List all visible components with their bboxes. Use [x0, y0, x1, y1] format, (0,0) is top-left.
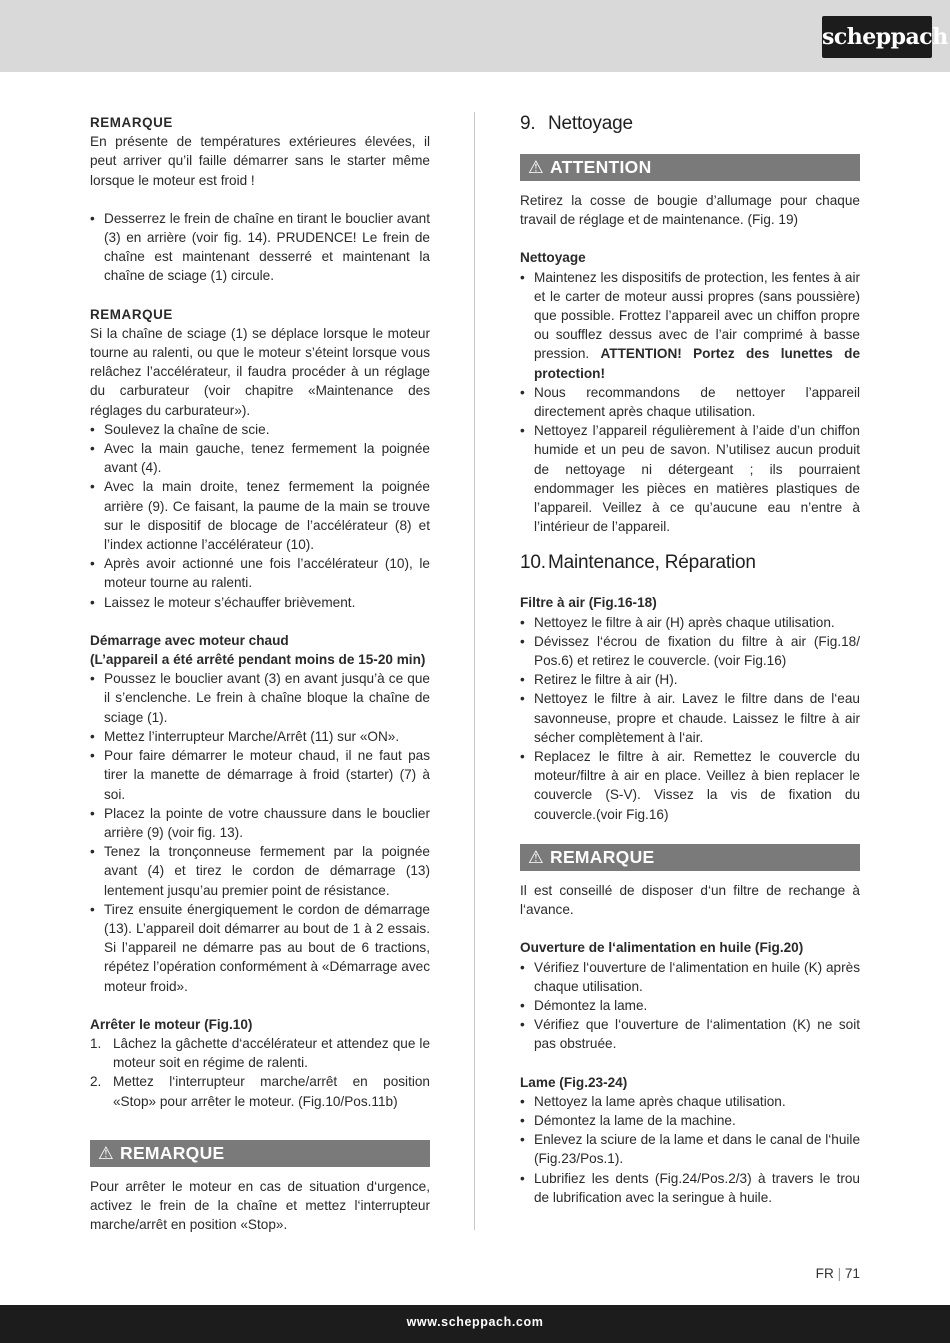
warning-icon: ⚠ — [528, 846, 544, 867]
cleaning-list — [520, 268, 860, 537]
list-item: • Desserrez le frein de chaîne en tirant le bouclier avant (3) en arrière (voir fig. 14). PRUDENCE! Le frein de chaîne est maintenant desserré et maintenant la chaîne de sciage (1) circule. — [90, 209, 430, 286]
list-item: • Tenez la tronçonneuse fermement par la poignée avant (4) et tirez le cordon de démarrage (13) lentement jusqu’au premier point de résistance. — [90, 842, 430, 900]
list-item: • Pour faire démarrer le moteur chaud, il ne faut pas tirer la manette de démarrage à froid (starter) (7) à soi. — [90, 746, 430, 804]
subsection-heading: Nettoyage — [520, 250, 586, 266]
list-item: • Nettoyez la lame après chaque utilisation. — [520, 1092, 860, 1111]
list-item: • Nettoyez le filtre à air. Lavez le filtre dans de l‘eau savonneuse, propre et chaude. Laissez le filtre à air sécher complètement à l‘air. — [520, 689, 860, 747]
list-item: • Maintenez les dispositifs de protection, les fentes à air et le carter de moteur aussi propres (sans poussière) que possible. Frottez l’appareil avec un chiffon propre ou soufflez dessus avec de l’air comprimé à basse pression. ATTENTION! Portez des lunettes de protection! — [520, 268, 860, 383]
list-item: 2. Mettez l‘interrupteur marche/arrêt en position «Stop» pour arrêter le moteur. (Fig.10/Pos.11b) — [90, 1074, 430, 1109]
remark-heading: REMARQUE — [90, 306, 173, 322]
blade-list — [520, 1092, 860, 1207]
column-divider — [474, 112, 475, 1230]
header-bar — [0, 0, 950, 72]
list-item: • Poussez le bouclier avant (3) en avant jusqu’à ce que il s’enclenche. Le frein à chaîne bloque la chaîne de sciage (1). — [90, 669, 430, 727]
remark-text: Pour arrêter le moteur en cas de situation d‘urgence, activez le frein de la chaîne et mettez l‘interrupteur marche/arrêt en position «Stop». — [90, 1178, 430, 1233]
website-url: www.scheppach.com — [406, 1315, 544, 1329]
list-item: • Enlevez la sciure de la lame et dans le canal de l‘huile (Fig.23/Pos.1). — [520, 1130, 860, 1168]
list-item: 1. Lâchez la gâchette d‘accélérateur et attendez que le moteur soit en régime de ralenti. — [90, 1035, 430, 1071]
subsection-heading: Lame (Fig.23-24) — [520, 1074, 628, 1090]
brake-list — [90, 209, 430, 286]
warning-icon: ⚠ — [98, 1142, 114, 1163]
list-item: • Lubrifiez les dents (Fig.24/Pos.2/3) à travers le trou de lubrification avec la seringue à huile. — [520, 1169, 860, 1207]
list-item: • Après avoir actionné une fois l’accélérateur (10), le moteur tourne au ralenti. — [90, 554, 430, 592]
oil-feed-list — [520, 958, 860, 1054]
list-item: • Nous recommandons de nettoyer l’appareil directement après chaque utilisation. — [520, 383, 860, 421]
subsection-subheading: (L’appareil a été arrêté pendant moins de 15-20 min) — [90, 652, 426, 668]
list-item: • Dévissez l‘écrou de fixation du filtre à air (Fig.18/ Pos.6) et retirez le couvercle. (voir Fig.16) — [520, 632, 860, 670]
list-item: • Vérifiez que l‘ouverture de l‘alimentation (K) ne soit pas obstruée. — [520, 1015, 860, 1053]
attention-text: Retirez la cosse de bougie d’allumage pour chaque travail de réglage et de maintenance. (Fig. 19) — [520, 193, 860, 228]
list-item: • Soulevez la chaîne de scie. — [90, 420, 430, 439]
warm-start-list — [90, 669, 430, 995]
subsection-heading: Arrêter le moteur (Fig.10) — [90, 1016, 253, 1032]
air-filter-list — [520, 613, 860, 824]
list-item: • Avec la main gauche, tenez fermement la poignée avant (4). — [90, 439, 430, 477]
footer-bar — [0, 1305, 950, 1343]
remark-banner: ⚠ REMARQUE — [90, 1140, 430, 1167]
list-item: • Vérifiez l‘ouverture de l‘alimentation en huile (K) après chaque utilisation. — [520, 958, 860, 996]
list-item: • Placez la pointe de votre chaussure dans le bouclier arrière (9) (voir fig. 13). — [90, 804, 430, 842]
subsection-heading: Démarrage avec moteur chaud — [90, 632, 289, 648]
list-item: • Avec la main droite, tenez fermement la poignée arrière (9). Ce faisant, la paume de la main se trouve sur le dispositif de blocage de l’accélérateur (8) et l’index actionne l’accélérateur (10). — [90, 477, 430, 554]
subsection-heading: Ouverture de l‘alimentation en huile (Fig.20) — [520, 940, 804, 956]
section-heading: 9. Nettoyage — [520, 113, 633, 134]
list-item: • Mettez l’interrupteur Marche/Arrêt (11) sur «ON». — [90, 727, 430, 746]
remark-banner: ⚠ REMARQUE — [520, 844, 860, 871]
attention-banner: ⚠ ATTENTION — [520, 154, 860, 181]
list-item: • Nettoyez l’appareil régulièrement à l’aide d’un chiffon humide et un peu de savon. N’utilisez aucun produit de nettoyage ni détergeant ; ils pourraient endommager les pièces en matières plastiques de l’appareil. Veillez à ce qu’aucune eau n’entre à l’intérieur de l’appareil. — [520, 421, 860, 536]
remark-heading: REMARQUE — [90, 115, 173, 130]
list-item: • Retirez le filtre à air (H). — [520, 670, 860, 689]
section-heading: 10. Maintenance, Réparation — [520, 552, 756, 574]
subsection-heading: Filtre à air (Fig.16-18) — [520, 595, 657, 611]
list-item: • Démontez la lame. — [520, 996, 860, 1015]
page-number: FR | 71 — [815, 1266, 860, 1281]
list-item: • Replacez le filtre à air. Remettez le couvercle du moteur/filtre à air en place. Veillez à bien replacer le couvercle (S-V). Vissez la vis de fixation du couvercle.(voir Fig.16) — [520, 747, 860, 824]
remark-text: En présente de températures extérieures élevées, il peut arriver qu’il faille démarrer sans le starter même lorsque le moteur est froid ! — [90, 134, 430, 188]
list-item: • Tirez ensuite énergiquement le cordon de démarrage (13). L’appareil doit démarrer au bout de 1 à 2 essais. Si l’appareil ne démarre pas au bout de 6 tractions, répétez l’opération conformément à «Démarrage avec moteur froid». — [90, 900, 430, 996]
left-column — [90, 113, 430, 1234]
brand-logo: scheppach — [822, 16, 932, 58]
remark-text: Il est conseillé de disposer d‘un filtre de rechange à l‘avance. — [520, 882, 860, 918]
stop-steps-list — [90, 1034, 430, 1111]
list-item: • Laissez le moteur s’échauffer brièvement. — [90, 593, 430, 612]
idle-steps-list — [90, 420, 430, 612]
right-column — [520, 113, 860, 1207]
remark-text: Si la chaîne de sciage (1) se déplace lorsque le moteur tourne au ralenti, ou que le moteur s’éteint lorsque vous relâchez l’accélérateur, il faudra procéder à un réglage du carburateur (voir chapitre «Maintenance des réglages du carburateur»). — [90, 325, 430, 418]
list-item: • Nettoyez le filtre à air (H) après chaque utilisation. — [520, 613, 860, 632]
warning-icon: ⚠ — [528, 157, 544, 177]
list-item: • Démontez la lame de la machine. — [520, 1111, 860, 1130]
